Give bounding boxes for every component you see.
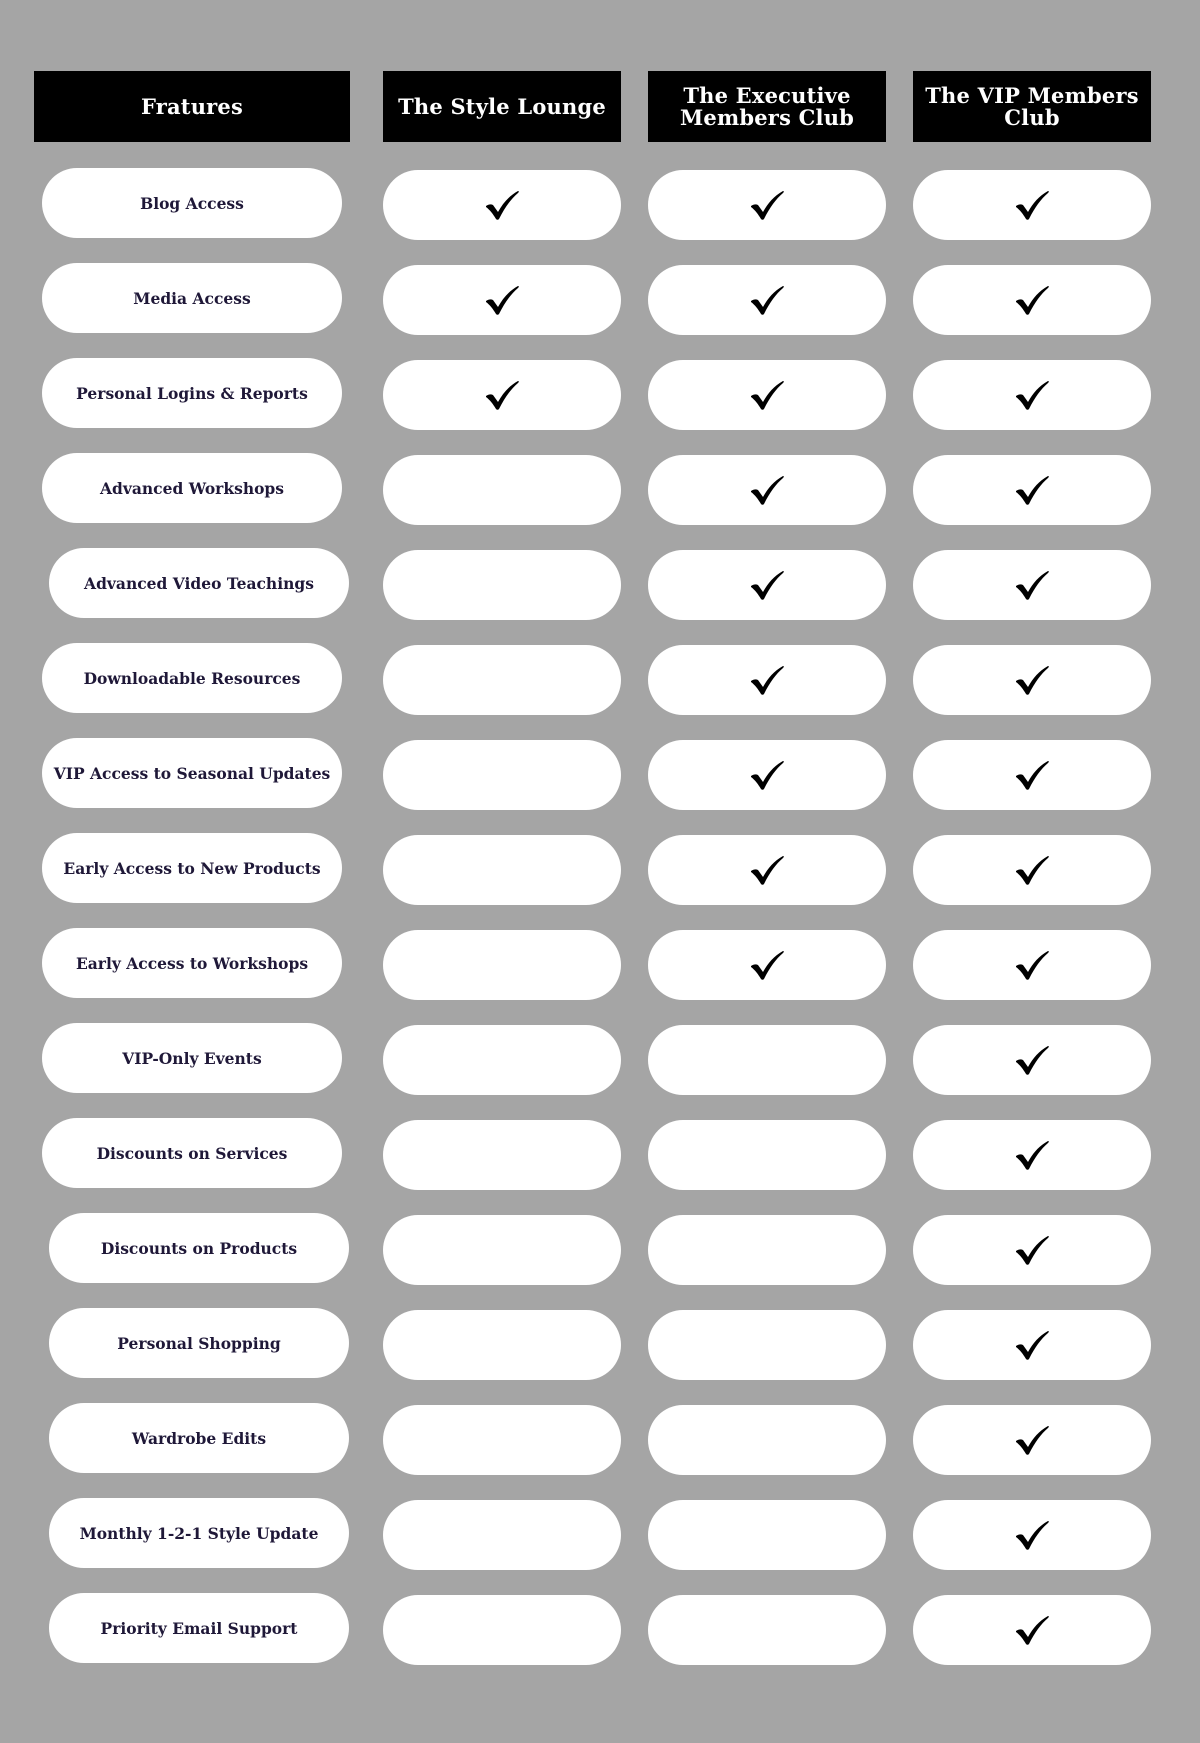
checkmark-icon: [749, 189, 785, 221]
checkmark-icon: [749, 664, 785, 696]
cell-style-lounge: [383, 1310, 621, 1380]
header-executive-members-club: The Executive Members Club: [648, 71, 886, 142]
header-vip-members-club: The VIP Members Club: [913, 71, 1151, 142]
cell-executive: [648, 1310, 886, 1380]
checkmark-icon: [1014, 1424, 1050, 1456]
cell-executive: [648, 1500, 886, 1570]
cell-style-lounge: [383, 835, 621, 905]
cell-style-lounge: [383, 455, 621, 525]
cell-vip: [913, 360, 1151, 430]
cell-executive: [648, 1405, 886, 1475]
checkmark-icon: [1014, 474, 1050, 506]
feature-label: VIP-Only Events: [42, 1023, 342, 1093]
feature-label: Advanced Workshops: [42, 453, 342, 523]
header-features: Fratures: [34, 71, 350, 142]
cell-vip: [913, 835, 1151, 905]
checkmark-icon: [749, 569, 785, 601]
checkmark-icon: [1014, 189, 1050, 221]
checkmark-icon: [749, 284, 785, 316]
cell-style-lounge: [383, 740, 621, 810]
feature-label: Discounts on Services: [42, 1118, 342, 1188]
checkmark-icon: [1014, 379, 1050, 411]
checkmark-icon: [484, 379, 520, 411]
cell-style-lounge: [383, 360, 621, 430]
feature-label: Personal Shopping: [49, 1308, 349, 1378]
checkmark-icon: [484, 284, 520, 316]
checkmark-icon: [749, 759, 785, 791]
cell-vip: [913, 930, 1151, 1000]
checkmark-icon: [1014, 1329, 1050, 1361]
checkmark-icon: [1014, 1044, 1050, 1076]
feature-label: VIP Access to Seasonal Updates: [42, 738, 342, 808]
cell-executive: [648, 1025, 886, 1095]
cell-vip: [913, 1595, 1151, 1665]
cell-vip: [913, 265, 1151, 335]
cell-executive: [648, 1120, 886, 1190]
cell-style-lounge: [383, 550, 621, 620]
header-style-lounge: The Style Lounge: [383, 71, 621, 142]
cell-executive: [648, 265, 886, 335]
checkmark-icon: [1014, 854, 1050, 886]
checkmark-icon: [1014, 664, 1050, 696]
feature-label: Discounts on Products: [49, 1213, 349, 1283]
checkmark-icon: [749, 854, 785, 886]
checkmark-icon: [1014, 1139, 1050, 1171]
checkmark-icon: [749, 474, 785, 506]
cell-executive: [648, 740, 886, 810]
cell-style-lounge: [383, 1215, 621, 1285]
cell-vip: [913, 550, 1151, 620]
checkmark-icon: [1014, 284, 1050, 316]
cell-vip: [913, 740, 1151, 810]
feature-label: Personal Logins & Reports: [42, 358, 342, 428]
cell-vip: [913, 1500, 1151, 1570]
cell-executive: [648, 455, 886, 525]
cell-style-lounge: [383, 1025, 621, 1095]
checkmark-icon: [749, 379, 785, 411]
cell-style-lounge: [383, 1405, 621, 1475]
feature-label: Blog Access: [42, 168, 342, 238]
cell-executive: [648, 1595, 886, 1665]
cell-style-lounge: [383, 1595, 621, 1665]
checkmark-icon: [1014, 569, 1050, 601]
cell-vip: [913, 645, 1151, 715]
feature-label: Wardrobe Edits: [49, 1403, 349, 1473]
checkmark-icon: [484, 189, 520, 221]
cell-vip: [913, 1405, 1151, 1475]
checkmark-icon: [1014, 1614, 1050, 1646]
feature-label: Early Access to Workshops: [42, 928, 342, 998]
cell-executive: [648, 930, 886, 1000]
cell-executive: [648, 550, 886, 620]
cell-style-lounge: [383, 930, 621, 1000]
checkmark-icon: [1014, 759, 1050, 791]
feature-label: Priority Email Support: [49, 1593, 349, 1663]
cell-vip: [913, 455, 1151, 525]
cell-style-lounge: [383, 645, 621, 715]
checkmark-icon: [1014, 1234, 1050, 1266]
cell-vip: [913, 170, 1151, 240]
feature-label: Advanced Video Teachings: [49, 548, 349, 618]
checkmark-icon: [1014, 949, 1050, 981]
cell-vip: [913, 1215, 1151, 1285]
cell-vip: [913, 1120, 1151, 1190]
feature-label: Monthly 1-2-1 Style Update: [49, 1498, 349, 1568]
feature-label: Downloadable Resources: [42, 643, 342, 713]
checkmark-icon: [1014, 1519, 1050, 1551]
cell-style-lounge: [383, 265, 621, 335]
cell-executive: [648, 1215, 886, 1285]
checkmark-icon: [749, 949, 785, 981]
cell-executive: [648, 170, 886, 240]
cell-style-lounge: [383, 1120, 621, 1190]
cell-executive: [648, 360, 886, 430]
cell-style-lounge: [383, 1500, 621, 1570]
cell-vip: [913, 1310, 1151, 1380]
cell-executive: [648, 645, 886, 715]
cell-vip: [913, 1025, 1151, 1095]
feature-label: Early Access to New Products: [42, 833, 342, 903]
cell-style-lounge: [383, 170, 621, 240]
cell-executive: [648, 835, 886, 905]
feature-label: Media Access: [42, 263, 342, 333]
